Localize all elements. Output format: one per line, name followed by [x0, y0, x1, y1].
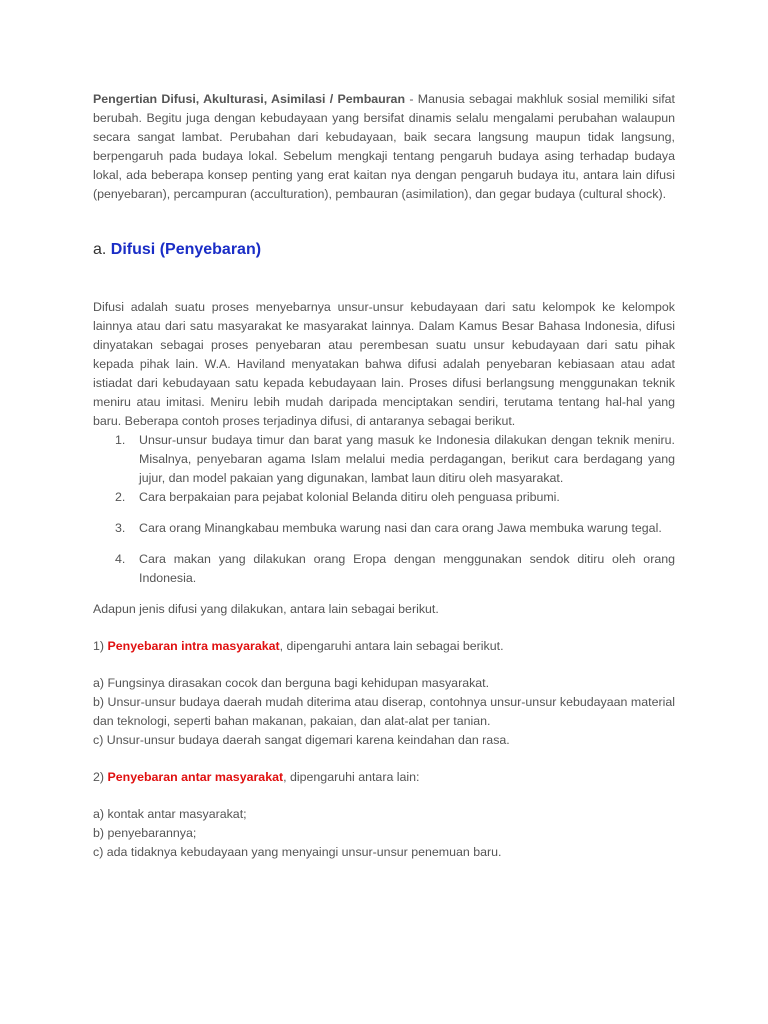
type2-heading: [93, 768, 675, 787]
list-item: b) Unsur-unsur budaya daerah mudah diterima atau diserap, contohnya unsur-unsur kebudayaan material dan teknologi, seperti bahan makanan, pakaian, dan alat-alat per tanian.: [93, 695, 675, 728]
type2-items: [93, 805, 675, 862]
list-item-text: Cara berpakaian para pejabat kolonial Belanda ditiru oleh penguasa pribumi.: [139, 490, 560, 504]
list-item: [93, 550, 675, 588]
type1-number: 1): [93, 639, 108, 653]
list-item: b) penyebarannya;: [93, 826, 197, 840]
list-item-number: 2.: [115, 490, 126, 504]
list-item: c) ada tidaknya kebudayaan yang menyaingi unsur-unsur penemuan baru.: [93, 845, 502, 859]
list-item: [93, 431, 675, 488]
list-item-text: Cara orang Minangkabau membuka warung nasi dan cara orang Jawa membuka warung tegal.: [139, 521, 662, 535]
list-item: a) Fungsinya dirasakan cocok dan berguna bagi kehidupan masyarakat.: [93, 676, 490, 690]
section-heading-difusi: [93, 240, 675, 260]
list-item-number: 1.: [115, 433, 126, 447]
intro-paragraph: [93, 90, 675, 204]
intro-text: - Manusia sebagai makhluk sosial memiliki sifat berubah. Begitu juga dengan kebudayaan yang bersifat dinamis selalu mengalami perubahan walaupun secara sangat lambat. Perubahan dari kebudayaan, baik secara langsung maupun tidak langsung, berpengaruh pada budaya lokal. Sebelum mengkaji tentang pengaruh budaya asing terhadap budaya lokal, ada beberapa konsep penting yang erat kaitan nya dengan pengaruh budaya itu, antara lain difusi (penyebaran), percampuran (acculturation), pembauran (asimilation), dan gegar budaya (cultural shock).: [93, 92, 675, 201]
list-item: [93, 519, 675, 538]
type2-number: 2): [93, 770, 108, 784]
list-item: a) kontak antar masyarakat;: [93, 807, 247, 821]
list-item: c) Unsur-unsur budaya daerah sangat digemari karena keindahan dan rasa.: [93, 733, 510, 747]
types-intro: Adapun jenis difusi yang dilakukan, antara lain sebagai berikut.: [93, 602, 439, 616]
list-item-text: Cara makan yang dilakukan orang Eropa dengan menggunakan sendok ditiru oleh orang Indonesia.: [139, 552, 675, 585]
examples-list: [93, 431, 675, 588]
list-item: [93, 488, 675, 507]
list-item-text: Unsur-unsur budaya timur dan barat yang masuk ke Indonesia dilakukan dengan teknik meniru. Misalnya, penyebaran agama Islam melalui media perdagangan, berikut cara berdagang yang jujur, dan model pakaian yang digunakan, lambat laun ditiru oleh masyarakat.: [139, 433, 675, 485]
type2-label: Penyebaran antar masyarakat: [107, 770, 284, 784]
type1-heading: [93, 637, 675, 656]
type1-rest: , dipengaruhi antara lain sebagai berikut.: [279, 639, 504, 653]
list-item-number: 4.: [115, 552, 126, 566]
difusi-paragraph: Difusi adalah suatu proses menyebarnya unsur-unsur kebudayaan dari satu kelompok ke kelompok lainnya atau dari satu masyarakat ke masyarakat lainnya. Dalam Kamus Besar Bahasa Indonesia, difusi dinyatakan sebagai proses penyebaran atau perembesan suatu unsur kebudayaan dari satu pihak kepada pihak lain. W.A. Haviland menyatakan bahwa difusi adalah penyebaran kebiasaan atau adat istiadat dari kebudayaan satu kepada kebudayaan lain. Proses difusi berlangsung menggunakan teknik meniru atau imitasi. Meniru lebih mudah daripada menciptakan sendiri, terutama tentang hal-hal yang baru. Beberapa contoh proses terjadinya difusi, di antaranya sebagai berikut.: [93, 300, 675, 428]
document-content: [93, 90, 675, 862]
type1-items: [93, 674, 675, 750]
intro-bold-title: Pengertian Difusi, Akulturasi, Asimilasi / Pembauran: [93, 92, 406, 106]
section-prefix: a.: [93, 241, 111, 258]
type1-label: Penyebaran intra masyarakat: [107, 639, 280, 653]
section-title: Difusi (Penyebaran): [110, 241, 262, 258]
list-item-number: 3.: [115, 521, 126, 535]
type2-rest: , dipengaruhi antara lain:: [283, 770, 420, 784]
